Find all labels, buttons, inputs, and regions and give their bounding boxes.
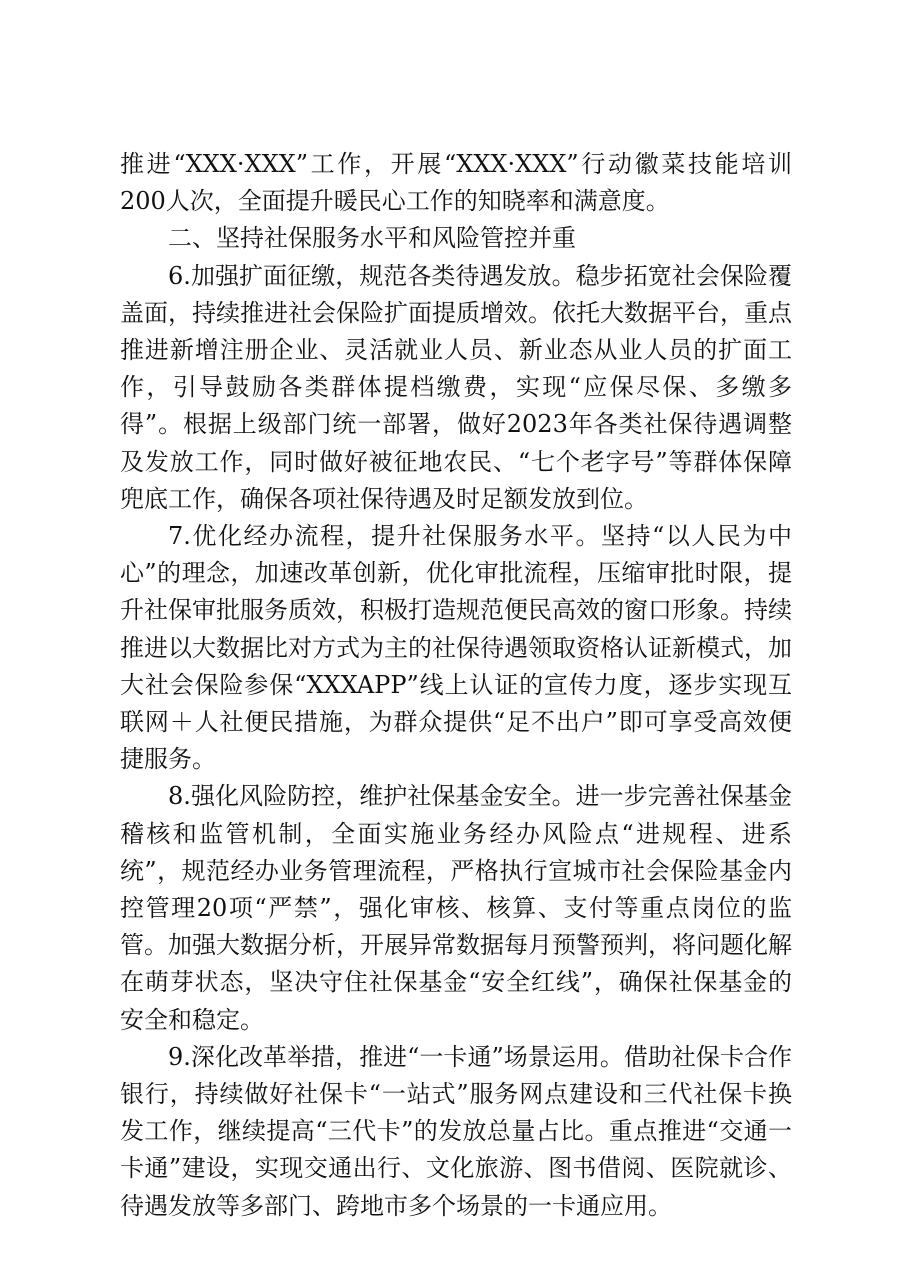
paragraph-continuation: 推进“XXX·XXX”工作，开展“XXX·XXX”行动徽菜技能培训200人次，全面提升暖民心工作的知晓率和满意度。 bbox=[120, 150, 792, 216]
paragraph-item-6: 6.加强扩面征缴，规范各类待遇发放。稳步拓宽社会保险覆盖面，持续推进社会保险扩面提质增效。依托大数据平台，重点推进新增注册企业、灵活就业人员、新业态从业人员的扩面工作，引导鼓励各类群体提档缴费，实现“应保尽保、多缴多得”。根据上级部门统一部署，做好2023年各类社保待遇调整及发放工作，同时做好被征地农民、“七个老字号”等群体保障兜底工作，确保各项社保待遇及时足额发放到位。 bbox=[120, 261, 792, 513]
document-body bbox=[120, 146, 792, 1225]
section-heading: 二、坚持社保服务水平和风险管控并重 bbox=[168, 224, 576, 253]
paragraph-item-9: 9.深化改革举措，推进“一卡通”场景运用。借助社保卡合作银行，持续做好社保卡“一站式”服务网点建设和三代社保卡换发工作，继续提高“三代卡”的发放总量占比。重点推进“交通一卡通”建设，实现交通出行、文化旅游、图书借阅、医院就诊、待遇发放等多部门、跨地市多个场景的一卡通应用。 bbox=[120, 1042, 792, 1220]
paragraph-item-7: 7.优化经办流程，提升社保服务水平。坚持“以人民为中心”的理念，加速改革创新，优化审批流程，压缩审批时限，提升社保审批服务质效，积极打造规范便民高效的窗口形象。持续推进以大数据比对方式为主的社保待遇领取资格认证新模式，加大社会保险参保“XXXAPP”线上认证的宣传力度，逐步实现互联网＋人社便民措施，为群众提供“足不出户”即可享受高效便捷服务。 bbox=[120, 522, 792, 774]
paragraph-item-8: 8.强化风险防控，维护社保基金安全。进一步完善社保基金稽核和监管机制，全面实施业务经办风险点“进规程、进系统”，规范经办业务管理流程，严格执行宣城市社会保险基金内控管理20项“严禁”，强化审核、核算、支付等重点岗位的监管。加强大数据分析，开展异常数据每月预警预判，将问题化解在萌芽状态，坚决守住社保基金“安全红线”，确保社保基金的安全和稳定。 bbox=[120, 782, 792, 1034]
